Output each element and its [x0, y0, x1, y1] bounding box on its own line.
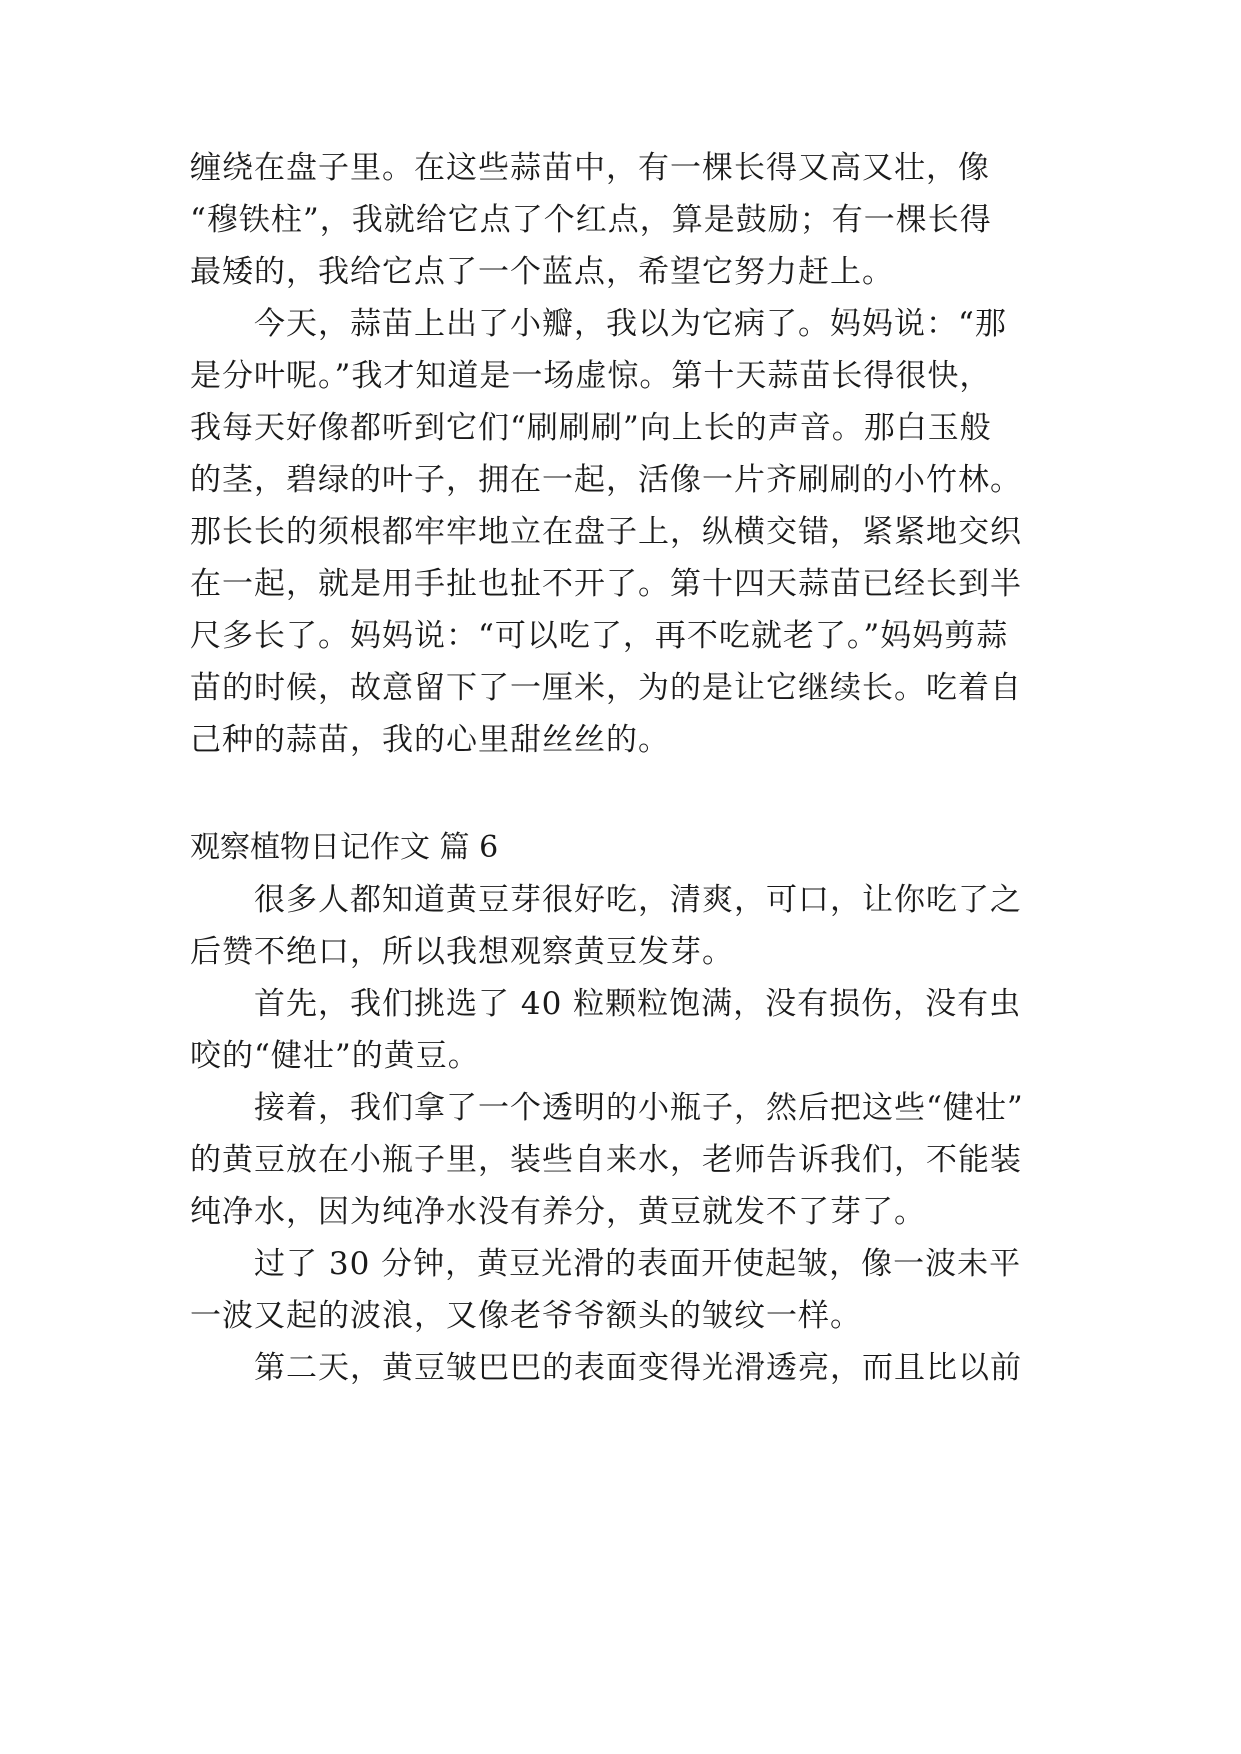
text-line: 一波又起的波浪，又像老爷爷额头的皱纹一样。 [190, 1298, 862, 1334]
text-line: 在一起，就是用手扯也扯不开了。第十四天蒜苗已经长到半 [190, 566, 1022, 602]
text-line: 尺多长了。妈妈说：“可以吃了，再不吃就老了。”妈妈剪蒜 [190, 618, 1009, 654]
text-line: 那长长的须根都牢牢地立在盘子上，纵横交错，紧紧地交织 [190, 514, 1022, 550]
text-line: 今天，蒜苗上出了小瓣，我以为它病了。妈妈说：“那 [254, 306, 1007, 342]
section-title: 观察植物日记作文 篇 6 [190, 830, 499, 865]
text-line: 后赞不绝口，所以我想观察黄豆发芽。 [190, 934, 734, 970]
text-line: 的黄豆放在小瓶子里，装些自来水，老师告诉我们，不能装 [190, 1142, 1022, 1178]
text-line: 我每天好像都听到它们“刷刷刷”向上长的声音。那白玉般 [190, 410, 992, 446]
text-line: 第二天，黄豆皱巴巴的表面变得光滑透亮，而且比以前 [254, 1350, 1022, 1386]
text-line: 咬的“健壮”的黄豆。 [190, 1038, 480, 1074]
text-line: 纯净水，因为纯净水没有养分，黄豆就发不了芽了。 [190, 1194, 926, 1230]
text-line: 过了 30 分钟，黄豆光滑的表面开使起皱，像一波未平 [254, 1246, 1022, 1282]
text-line: 首先，我们挑选了 40 粒颗粒饱满，没有损伤，没有虫 [254, 986, 1022, 1022]
text-line: 己种的蒜苗，我的心里甜丝丝的。 [190, 722, 670, 758]
text-line: “穆铁柱”，我就给它点了个红点，算是鼓励；有一棵长得 [190, 202, 992, 238]
text-line: 缠绕在盘子里。在这些蒜苗中，有一棵长得又高又壮，像 [190, 150, 990, 186]
text-line: 接着，我们拿了一个透明的小瓶子，然后把这些“健壮” [254, 1090, 1024, 1126]
text-line: 最矮的，我给它点了一个蓝点，希望它努力赶上。 [190, 254, 894, 290]
text-line: 的茎，碧绿的叶子，拥在一起，活像一片齐刷刷的小竹林。 [190, 462, 1022, 498]
text-line: 苗的时候，故意留下了一厘米，为的是让它继续长。吃着自 [190, 670, 1022, 706]
text-line: 是分叶呢。”我才知道是一场虚惊。第十天蒜苗长得很快， [190, 358, 992, 394]
text-line: 很多人都知道黄豆芽很好吃，清爽，可口，让你吃了之 [254, 882, 1022, 918]
